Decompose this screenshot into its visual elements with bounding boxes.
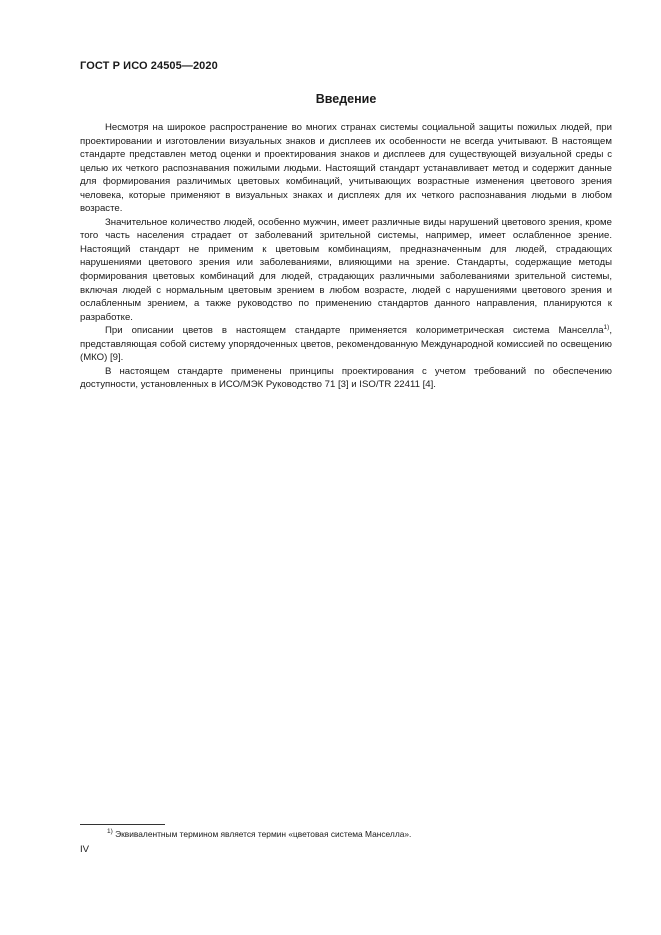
- paragraph-3: [80, 324, 612, 365]
- footnote: [80, 829, 612, 839]
- body-text: [80, 121, 612, 392]
- paragraph-2: Значительное количество людей, особенно мужчин, имеет различные виды нарушений цветового зрения, кроме того часть населения страдает от заболеваний зрительной системы, например, имеет ослабленное зрение. Настоящий стандарт не применим к цветовым комбинациям, предназначенным для людей, страдающих нарушениями цветового зрения или заболеваниями, влияющими на зрение. Стандарты, содержащие методы формирования цветовых комбинаций для людей, страдающих различными заболеваниями зрительной системы, включая людей с нормальным цветовым зрением в любом возрасте, людей с нарушениями цветового зрения и ослабленным зрением, а также руководство по применению стандартов данного направления, планируются к разработке.: [80, 216, 612, 323]
- footnote-reference: 1): [603, 324, 610, 332]
- paragraph-1: Несмотря на широкое распространение во многих странах системы социальной защиты пожилых людей, при проектировании и изготовлении визуальных знаков и дисплеев их особенности не всегда учитывают. В настоящем стандарте представлен метод оценки и проектирования знаков и дисплеев для существующей визуальной среды с целью их четкого распознавания пожилыми людьми. Настоящий стандарт устанавливает метод и содержит данные для формирования различимых цветовых комбинаций, учитывающих возрастные изменения цветового зрения человека, которые применяют в визуальных знаках и дисплеях для их четкого распознавания людьми в любом возрасте.: [80, 122, 612, 215]
- section-title: Введение: [315, 92, 377, 106]
- document-code: ГОСТ Р ИСО 24505—2020: [80, 60, 218, 72]
- paragraph-4: В настоящем стандарте применены принципы проектирования с учетом требований по обеспечению доступности, установленных в ИСО/МЭК Руководство 71 [3] и ISO/TR 22411 [4].: [80, 365, 612, 391]
- paragraph-3-text-end: , представляющая собой систему упорядоченных цветов, рекомендованную Международной комиссией по освещению (МКО) [9].: [80, 325, 612, 364]
- page-number: IV: [80, 844, 90, 855]
- footnote-text: Эквивалентным термином является термин «цветовая система Манселла».: [112, 829, 412, 839]
- footnote-marker: 1): [107, 828, 113, 836]
- paragraph-3-text-start: При описании цветов в настоящем стандарте применяется колориметрическая система Манселла: [105, 325, 604, 337]
- footnote-divider: [80, 824, 165, 825]
